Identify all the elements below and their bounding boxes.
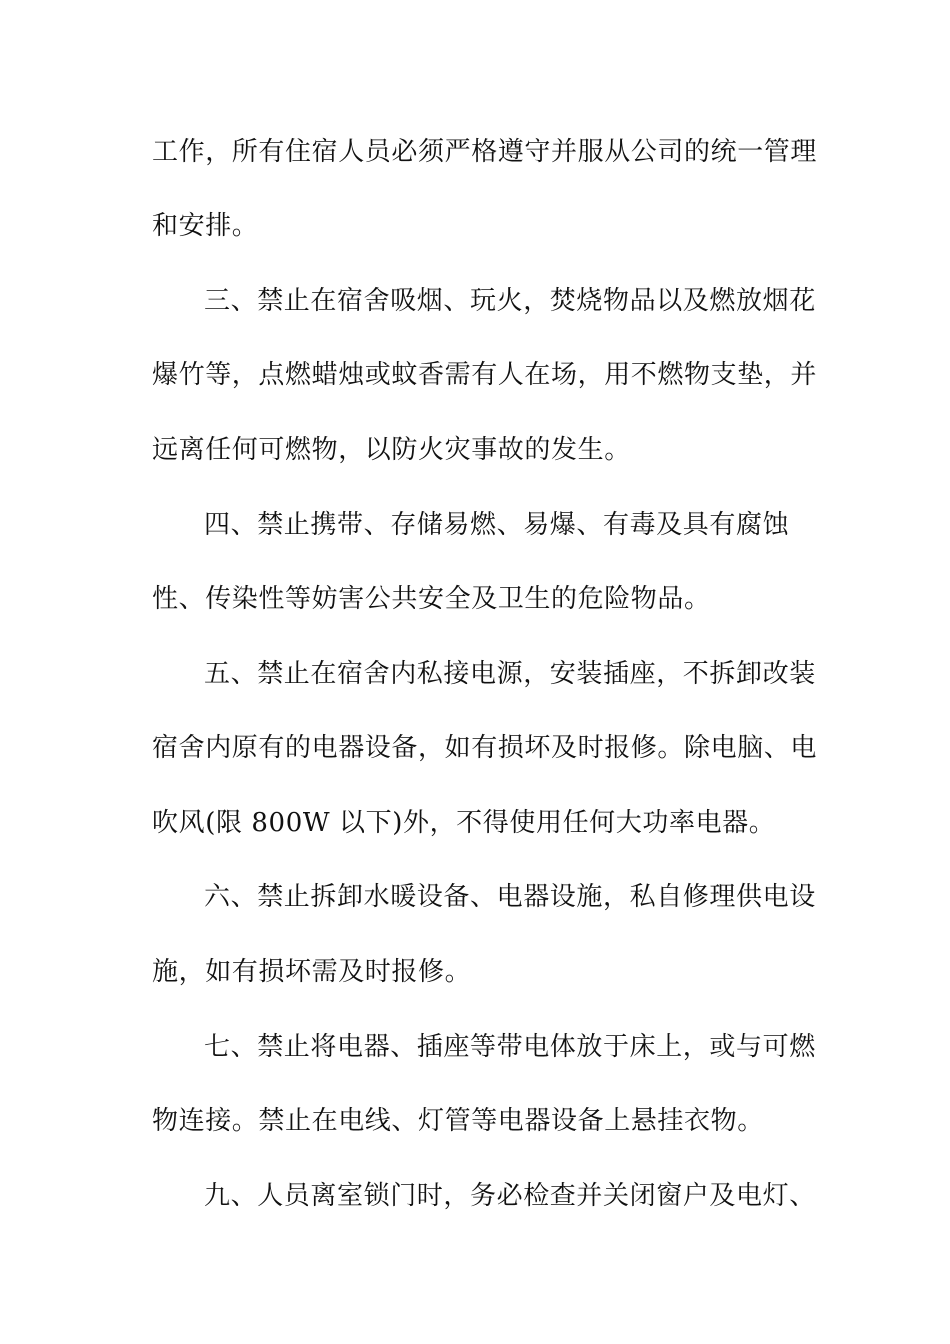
- rule-5-line-3: 吹风(限 800W 以下)外，不得使用任何大功率电器。: [152, 808, 776, 838]
- rule-4-line-1: 四、禁止携带、存储易燃、易爆、有毒及具有腐蚀: [204, 510, 790, 540]
- text-line-2: 和安排。: [152, 211, 259, 241]
- rule-3-line-2: 爆竹等，点燃蜡烛或蚊香需有人在场，用不燃物支垫，并: [152, 360, 818, 390]
- rule-5-line-2: 宿舍内原有的电器设备，如有损坏及时报修。除电脑、电: [152, 733, 818, 763]
- rule-9-line-1: 九、人员离室锁门时，务必检查并关闭窗户及电灯、: [204, 1181, 816, 1211]
- text-line-1: 工作，所有住宿人员必须严格遵守并服从公司的统一管理: [152, 137, 818, 167]
- rule-4-line-2: 性、传染性等妨害公共安全及卫生的危险物品。: [152, 584, 711, 614]
- rule-3-line-3: 远离任何可燃物，以防火灾事故的发生。: [152, 435, 631, 465]
- rule-6-line-1: 六、禁止拆卸水暖设备、电器设施，私自修理供电设: [204, 882, 816, 912]
- rule-7-line-1: 七、禁止将电器、插座等带电体放于床上，或与可燃: [204, 1032, 816, 1062]
- rule-5-line-1: 五、禁止在宿舍内私接电源，安装插座，不拆卸改装: [204, 659, 816, 689]
- rule-6-line-2: 施，如有损坏需及时报修。: [152, 957, 472, 987]
- rule-7-line-2: 物连接。禁止在电线、灯管等电器设备上悬挂衣物。: [152, 1106, 764, 1136]
- rule-3-line-1: 三、禁止在宿舍吸烟、玩火，焚烧物品以及燃放烟花: [204, 286, 816, 316]
